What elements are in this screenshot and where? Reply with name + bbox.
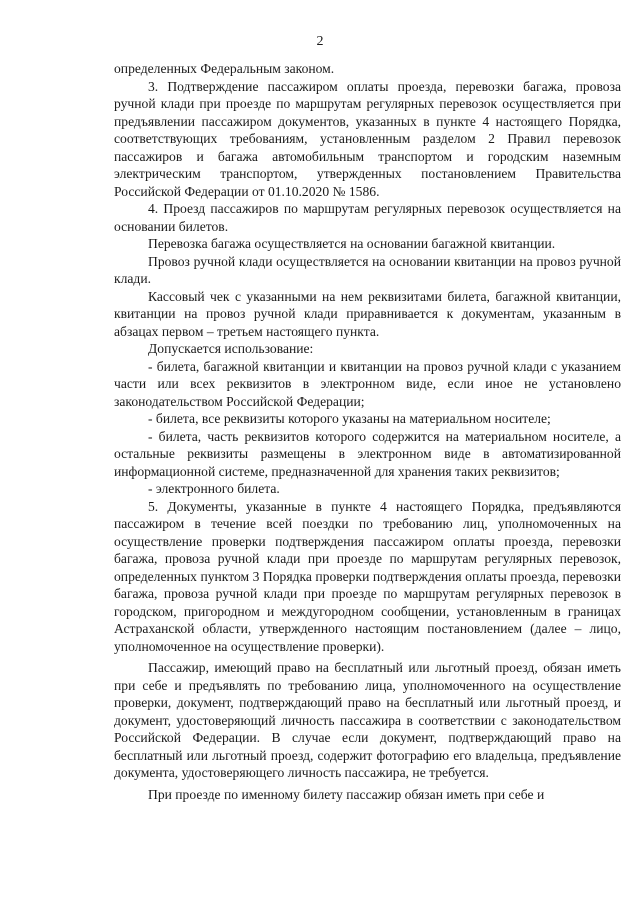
page-number: 2 (316, 34, 324, 49)
paragraph-continuation: определенных Федеральным законом. (114, 61, 335, 76)
list-item-material-carrier: - билета, все реквизиты которого указаны на материальном носителе; (148, 411, 551, 426)
paragraph-item-4: 4. Проезд пассажиров по маршрутам регулярных перевозок осуществляется на основании билетов. (114, 201, 621, 234)
document-body (114, 60, 621, 803)
paragraph-allowed-use: Допускается использование: (148, 341, 314, 356)
paragraph-baggage: Перевозка багажа осуществляется на основании багажной квитанции. (148, 236, 556, 251)
paragraph-hand-luggage: Провоз ручной клади осуществляется на основании квитанции на провоз ручной клади. (114, 253, 621, 286)
list-item-electronic-ticket: - электронного билета. (148, 481, 280, 496)
paragraph-item-5: 5. Документы, указанные в пункте 4 настоящего Порядка, предъявляются пассажиром в течение всей поездки по требованию лиц, уполномоченных на осуществление проверки подтверждения пассажиром оплаты проезда, перевозки багажа, провоза ручной клади при проезде по маршрутам регулярных перевозок, определенных пунктом 3 Порядка проверки подтверждения оплаты проезда, перевозки багажа, провоза ручной клади при проезде по маршрутам регулярных перевозок в городском, пригородном и междугородном сообщении, установленным в границах Астраханской области, утвержденного настоящим постановлением (далее – лицо, уполномоченное на осуществление проверки). (114, 498, 621, 654)
paragraph-free-travel: Пассажир, имеющий право на бесплатный или льготный проезд, обязан иметь при себе и предъявлять по требованию лица, уполномоченного на осуществление проверки, документ, подтверждающий право на бесплатный или льготный проезд, и документ, удостоверяющий личность пассажира в соответствии с законодательством Российской Федерации. В случае если документ, подтверждающий право на бесплатный или льготный проезд, содержит фотографию его владельца, предъявление документа, удостоверяющего личность пассажира, не требуется. (114, 660, 621, 780)
paragraph-named-ticket: При проезде по именному билету пассажир обязан иметь при себе и (148, 786, 545, 802)
list-item-partial-details: - билета, часть реквизитов которого содержится на материальном носителе, а остальные реквизиты размещены в электронном виде в автоматизированной информационной системе, предназначенной для хранения таких реквизитов; (114, 428, 621, 479)
list-item-electronic-details: - билета, багажной квитанции и квитанции на провоз ручной клади с указанием части или всех реквизитов в электронном виде, если иное не установлено законодательством Российской Федерации; (114, 358, 621, 409)
paragraph-item-3: 3. Подтверждение пассажиром оплаты проезда, перевозки багажа, провоза ручной клади при проезде по маршрутам регулярных перевозок осуществляется при предъявлении пассажиром документов, указанных в пункте 4 настоящего Порядка, соответствующих требованиям, установленным разделом 2 Правил перевозок пассажиров и багажа автомобильным транспортом и городским наземным электрическим транспортом, утвержденных постановлением Правительства Российской Федерации от 01.10.2020 № 1586. (114, 78, 621, 199)
paragraph-cash-receipt: Кассовый чек с указанными на нем реквизитами билета, багажной квитанции, квитанции на провоз ручной клади приравнивается к документам, указанным в абзацах первом – третьем настоящего пункта. (114, 288, 621, 339)
